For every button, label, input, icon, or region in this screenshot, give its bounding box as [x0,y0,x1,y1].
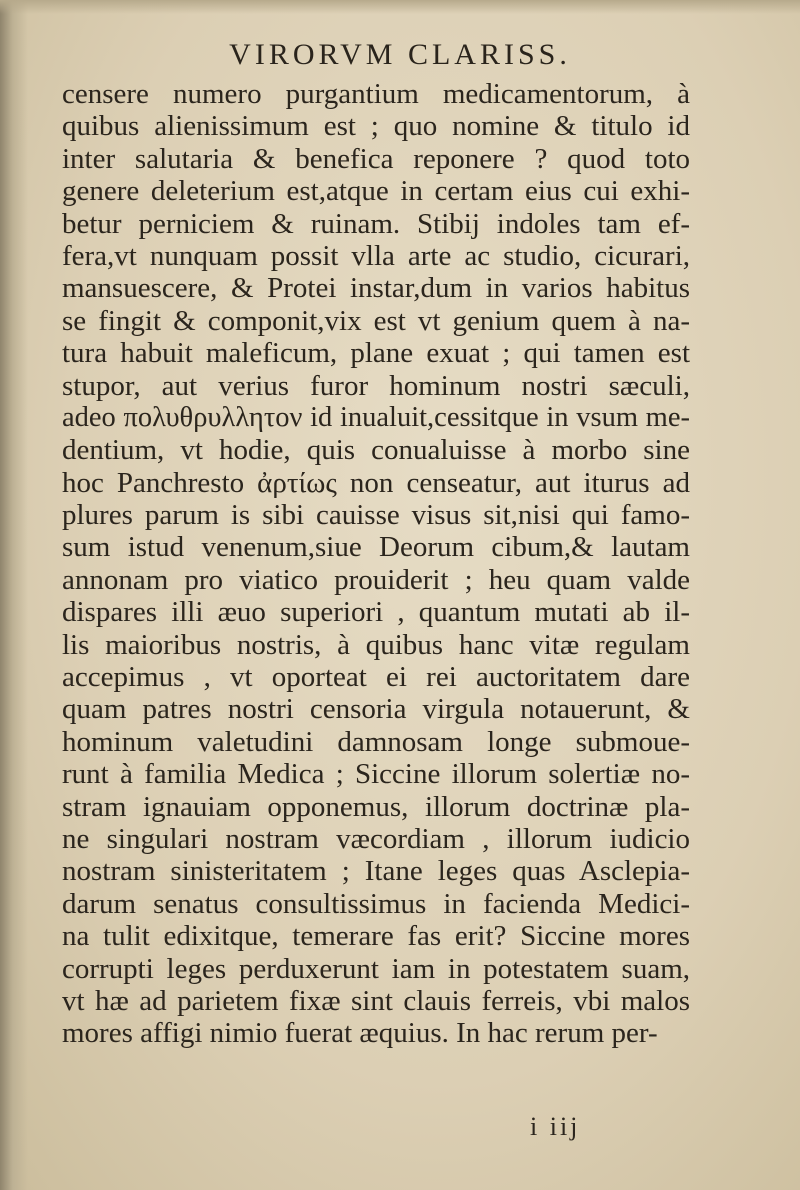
text-line: mores affigi nimio fuerat æquius. In hac rerum per- [62,1017,658,1050]
text-line: mansuescere, & Protei instar,dum in varios habitus [62,272,690,305]
text-line: stram ignauiam opponemus, illorum doctrinæ pla- [62,790,690,823]
signature-mark: i iij [530,1112,581,1141]
text-line: dispares illi æuo superiori , quantum mutati ab il- [62,596,690,629]
text-line: quam patres nostri censoria virgula notauerunt, & [62,693,690,726]
text-line: fera,vt nunquam possit vlla arte ac studio, cicurari, [62,239,690,272]
text-line: vt hæ ad parietem fixæ sint clauis ferreis, vbi malos [62,984,690,1017]
text-line: plures parum is sibi cauisse visus sit,nisi qui famo- [62,499,690,532]
text-line: hominum valetudini damnosam longe submoue- [62,725,690,758]
text-line: na tulit edixitque, temerare fas erit? Siccine mores [62,920,690,953]
text-line: nostram sinisteritatem ; Itane leges quas Asclepia- [62,855,690,888]
text-line: darum senatus consultissimus in facienda Medici- [62,887,690,920]
text-line: corrupti leges perduxerunt iam in potestatem suam, [62,952,690,985]
body-text [62,78,690,1050]
page-top-edge [0,0,800,14]
text-line: censere numero purgantium medicamentorum, à [62,78,690,110]
text-line: runt à familia Medica ; Siccine illorum solertiæ no- [62,758,690,791]
text-line: quibus alienissimum est ; quo nomine & titulo id [62,110,690,143]
text-line: adeo πολυθρυλλητον id inualuit,cessitque in vsum me- [62,401,690,433]
text-line: stupor, aut verius furor hominum nostri sæculi, [62,369,690,402]
running-head: VIRORVM CLARISS. [229,38,571,71]
text-line: sum istud venenum,siue Deorum cibum,& lautam [62,531,690,564]
text-line: lis maioribus nostris, à quibus hanc vitæ regulam [62,628,690,661]
page-gutter-shadow [0,0,28,1190]
text-line: dentium, vt hodie, quis conualuisse à morbo sine [62,434,690,467]
text-line: tura habuit maleficum, plane exuat ; qui tamen est [62,337,690,370]
text-line: betur perniciem & ruinam. Stibij indoles tam ef- [62,207,690,240]
text-line: inter salutaria & benefica reponere ? quod toto [62,142,690,175]
text-line: genere deleterium est,atque in certam eius cui exhi- [62,175,690,208]
text-line: annonam pro viatico prouiderit ; heu quam valde [62,563,690,596]
text-line: se fingit & componit,vix est vt genium quem à na- [62,304,690,337]
text-line: accepimus , vt oporteat ei rei auctoritatem dare [62,661,690,694]
text-line: ne singulari nostram væcordiam , illorum iudicio [62,822,690,855]
text-line: hoc Panchresto ἀρτίως non censeatur, aut iturus ad [62,466,690,499]
